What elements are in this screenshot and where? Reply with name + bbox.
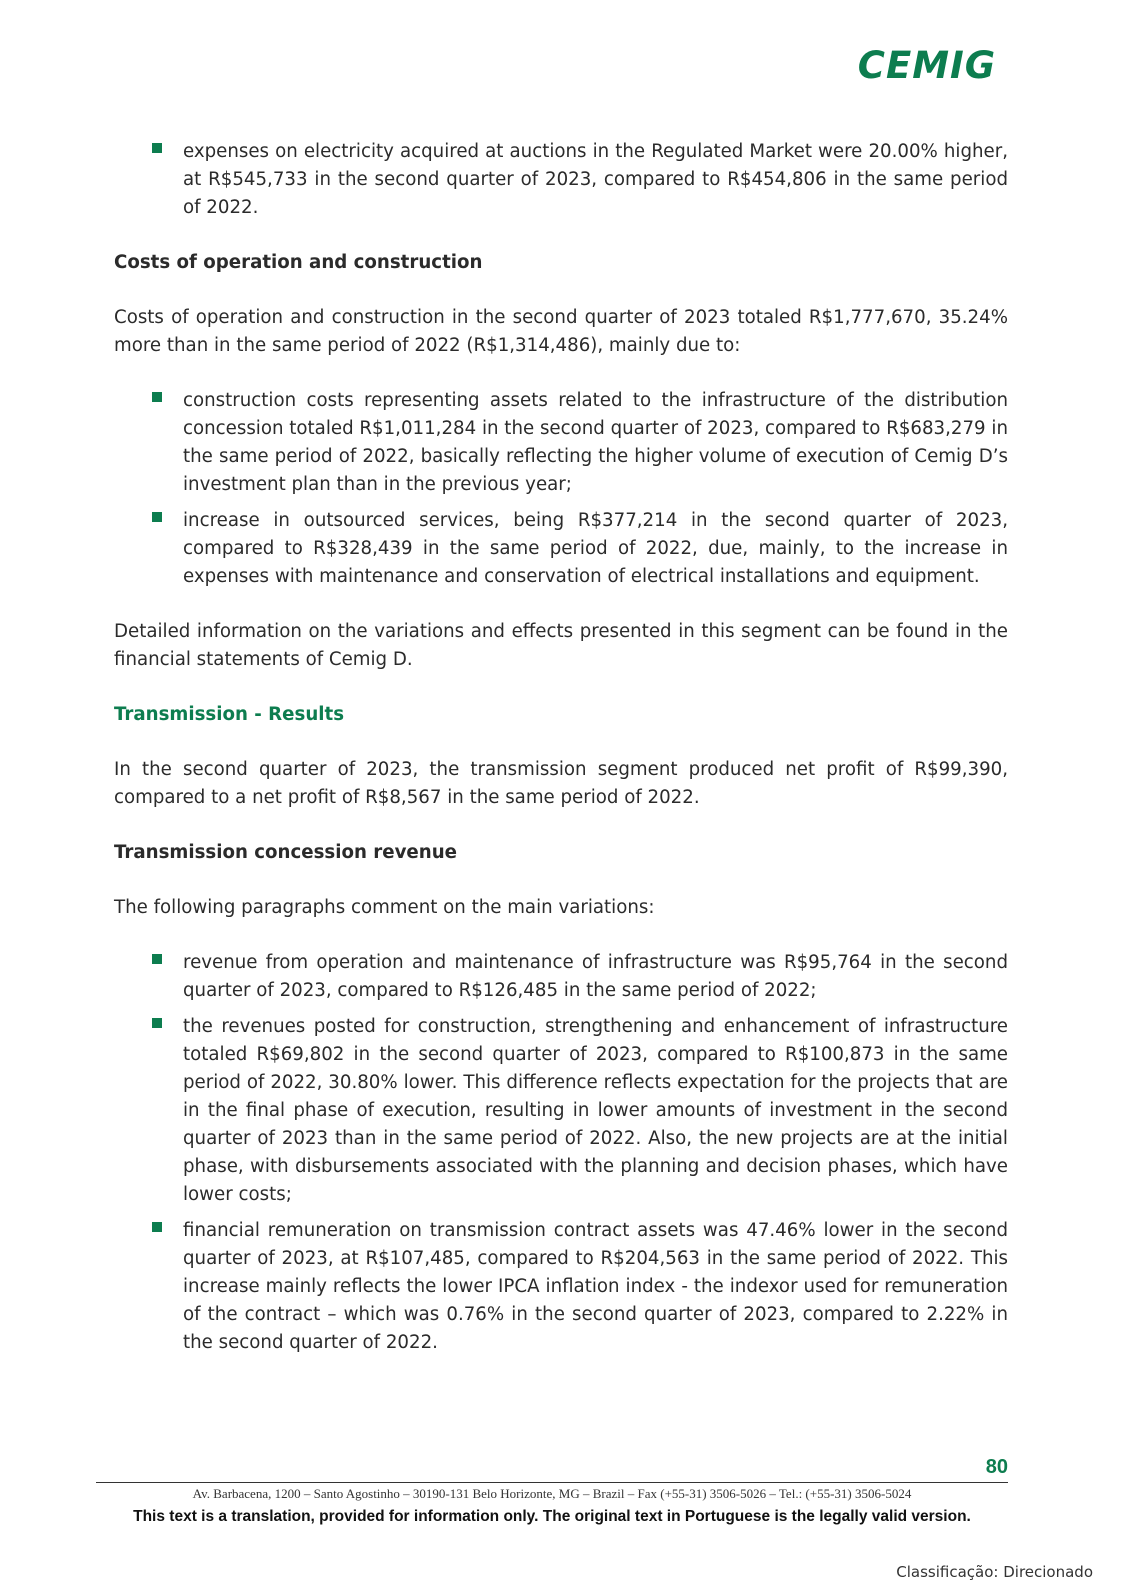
bullet-square-icon — [152, 392, 162, 402]
bullet-list-revenue — [114, 949, 1008, 1357]
bullet-square-icon — [152, 1018, 162, 1028]
bullet-square-icon — [152, 1222, 162, 1232]
costs-intro-paragraph: Costs of operation and construction in the second quarter of 2023 totaled R$1,777,670, 35.24% more than in the same period of 2022 (R$1,314,486), mainly due to: — [114, 307, 1008, 356]
translation-disclaimer: This text is a translation, provided for information only. The original text in Portuguese is the legally valid version. — [133, 1508, 971, 1525]
cemig-logo: CEMIG — [857, 43, 997, 87]
section-heading-transmission: Transmission - Results — [114, 704, 345, 725]
section-heading-costs: Costs of operation and construction — [114, 252, 483, 273]
costs-detail-paragraph: Detailed information on the variations and effects presented in this segment can be found in the financial statements of Cemig D. — [114, 621, 1008, 670]
bullet-text: revenue from operation and maintenance of infrastructure was R$95,764 in the second quarter of 2023, compared to R$126,485 in the same period of 2022; — [183, 952, 1008, 1001]
bullet-square-icon — [152, 954, 162, 964]
page-number: 80 — [985, 1456, 1008, 1478]
list-item — [114, 1013, 1008, 1209]
bullet-list-costs — [114, 387, 1008, 591]
bullet-square-icon — [152, 143, 162, 153]
bullet-text: increase in outsourced services, being R$377,214 in the second quarter of 2023, compared to R$328,439 in the same period of 2022, due, mainly, to the increase in expenses with maintenance and conservation of electrical installations and equipment. — [183, 510, 1008, 587]
bullet-text: the revenues posted for construction, strengthening and enhancement of infrastructure totaled R$69,802 in the second quarter of 2023, compared to R$100,873 in the same period of 2022, 30.80% lower. This difference reflects expectation for the projects that are in the final phase of execution, resulting in lower amounts of investment in the second quarter of 2023 than in the same period of 2022. Also, the new projects are at the initial phase, with disbursements associated with the planning and decision phases, which have lower costs; — [183, 1016, 1008, 1205]
footer-address: Av. Barbacena, 1200 – Santo Agostinho – 30190-131 Belo Horizonte, MG – Brazil – Fax (+55-31) 3506-5026 – Tel.: (+55-31) 3506-5024 — [192, 1486, 912, 1501]
document-body — [114, 138, 1008, 1384]
list-item — [114, 138, 1008, 222]
footer-divider — [96, 1482, 1008, 1483]
classification-label: Classificação: Direcionado — [896, 1563, 1093, 1581]
list-item — [114, 507, 1008, 591]
bullet-text: expenses on electricity acquired at auctions in the Regulated Market were 20.00% higher, at R$545,733 in the second quarter of 2023, compared to R$454,806 in the same period of 2022. — [183, 141, 1008, 218]
bullet-text: construction costs representing assets related to the infrastructure of the distribution concession totaled R$1,011,284 in the second quarter of 2023, compared to R$683,279 in the same period of 2022, basically reflecting the higher volume of execution of Cemig D’s investment plan than in the previous year; — [183, 390, 1008, 495]
list-item — [114, 387, 1008, 499]
bullet-list-top — [114, 138, 1008, 222]
transmission-results-paragraph: In the second quarter of 2023, the transmission segment produced net profit of R$99,390, compared to a net profit of R$8,567 in the same period of 2022. — [114, 759, 1008, 808]
list-item — [114, 1217, 1008, 1357]
bullet-square-icon — [152, 512, 162, 522]
revenue-intro-paragraph: The following paragraphs comment on the main variations: — [114, 897, 655, 918]
bullet-text: financial remuneration on transmission contract assets was 47.46% lower in the second quarter of 2023, at R$107,485, compared to R$204,563 in the same period of 2022. This increase mainly reflects the lower IPCA inflation index - the indexor used for remuneration of the contract – which was 0.76% in the second quarter of 2023, compared to 2.22% in the second quarter of 2022. — [183, 1220, 1008, 1353]
list-item — [114, 949, 1008, 1005]
section-heading-revenue: Transmission concession revenue — [114, 842, 457, 863]
